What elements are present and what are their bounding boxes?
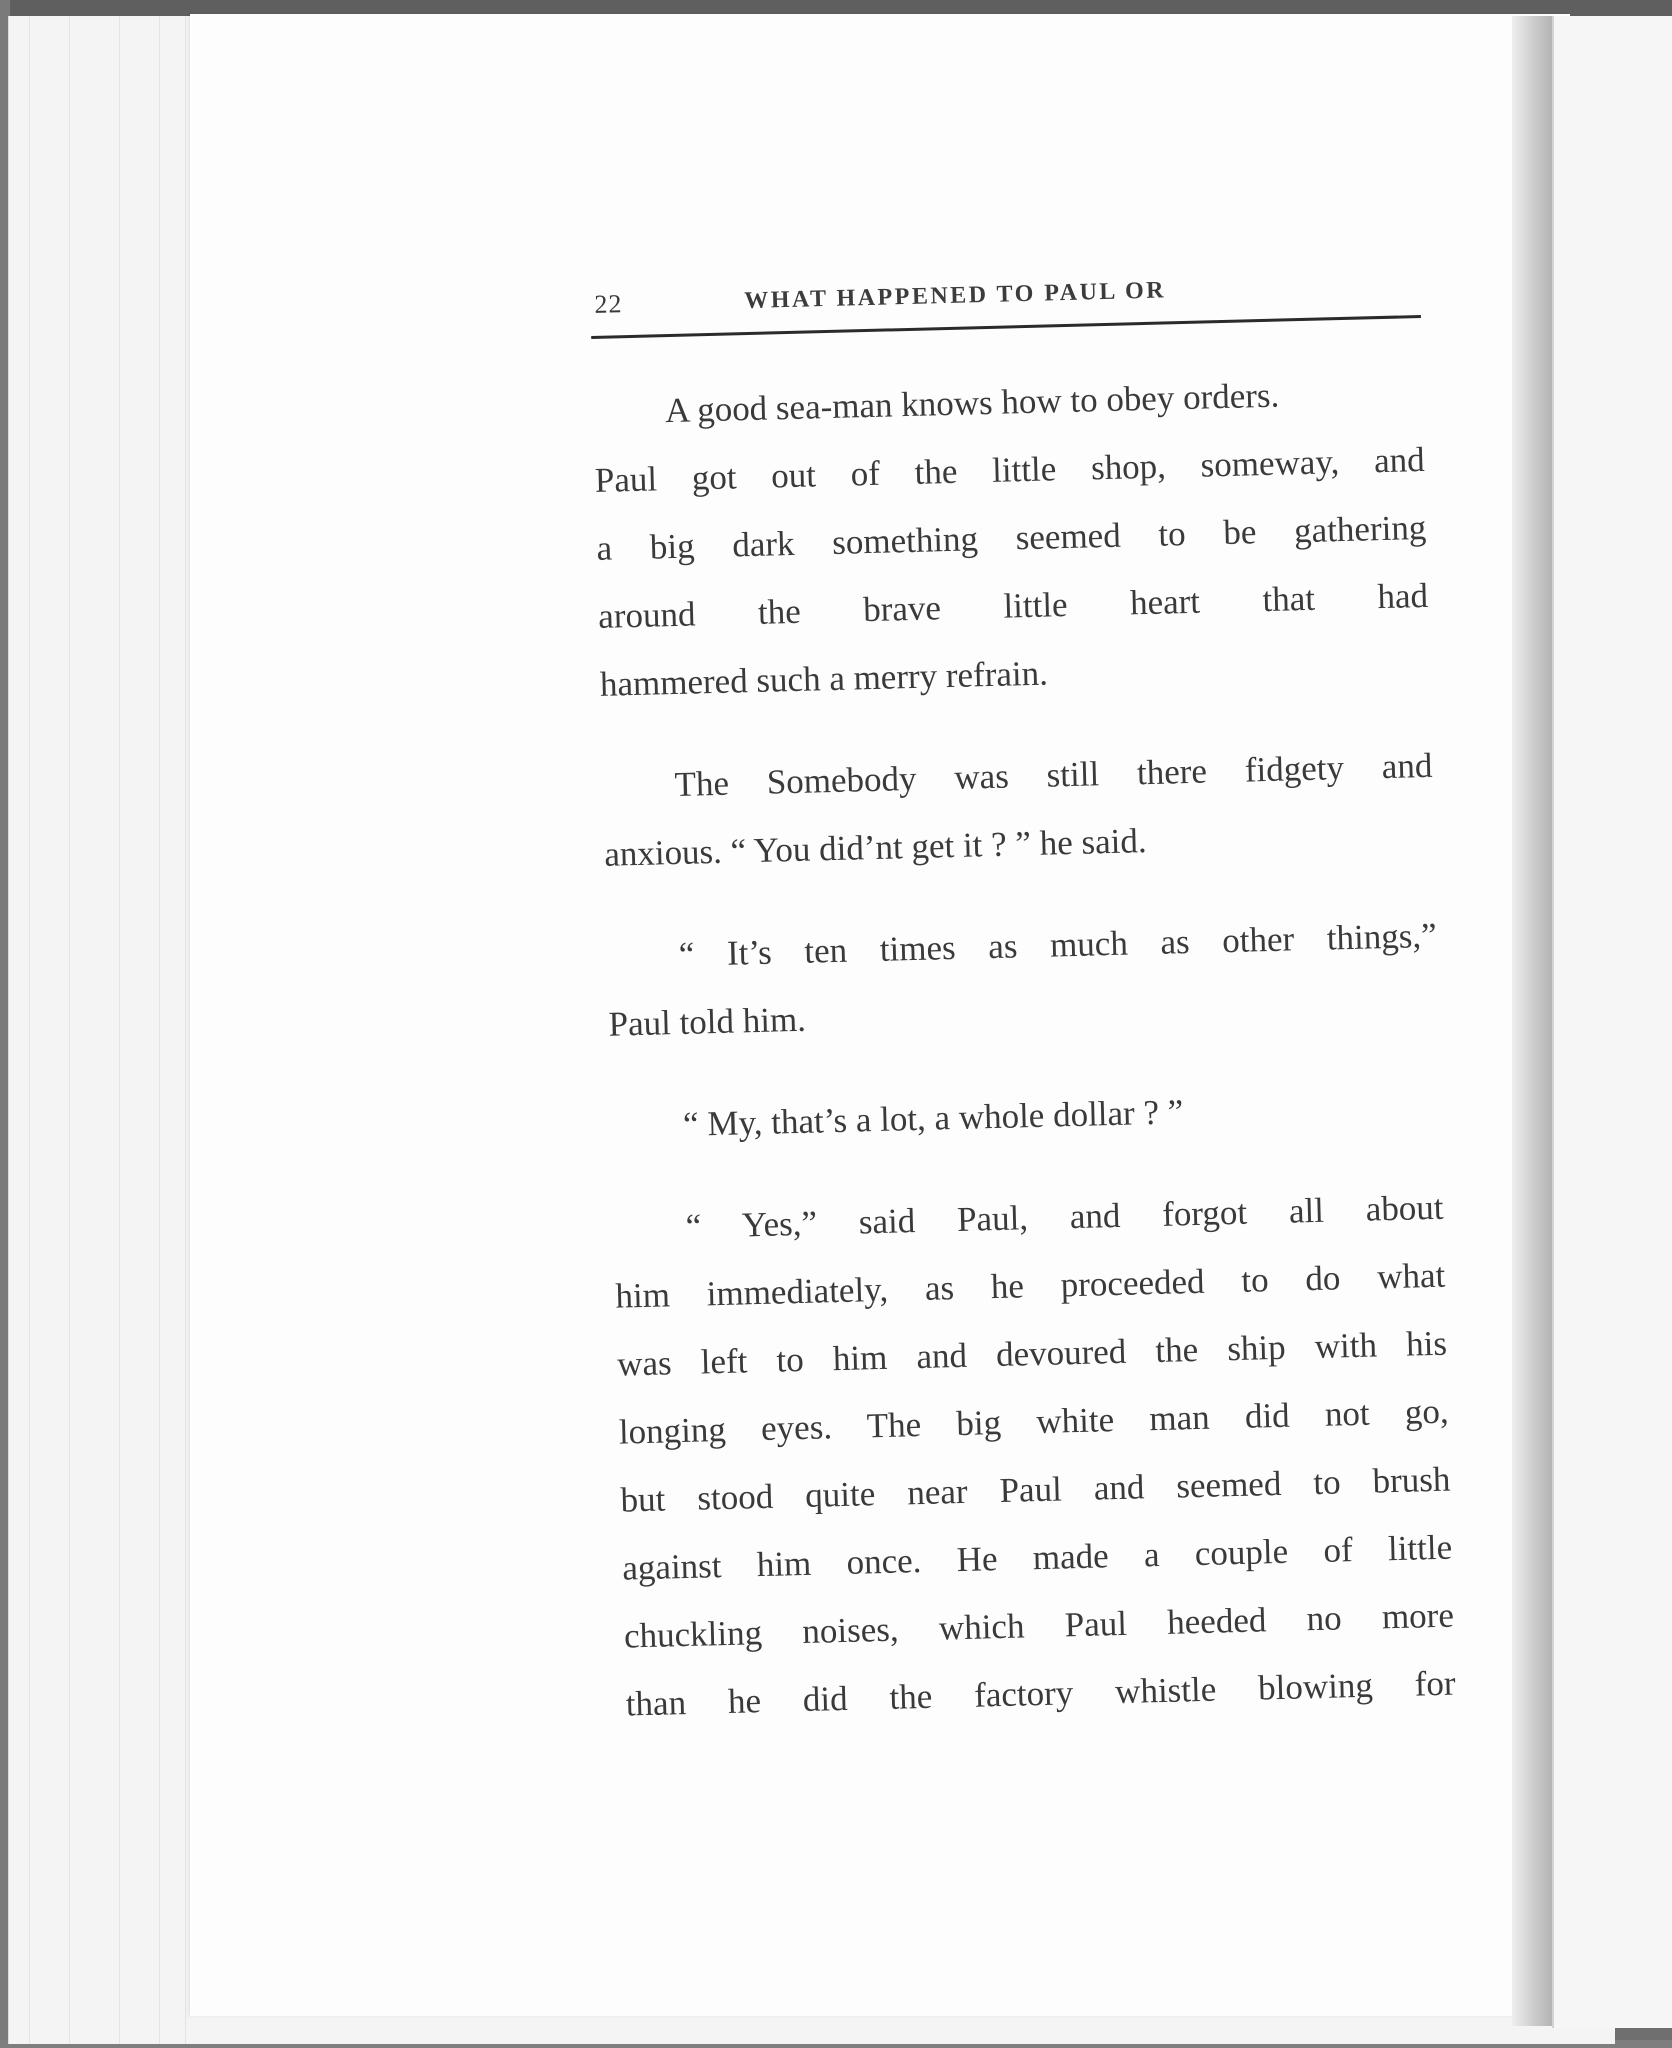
paragraph <box>613 1174 1456 1739</box>
paragraph <box>592 358 1430 719</box>
text-line: anxious. “ You did’nt get it ? ” he said. <box>603 821 1148 874</box>
paragraph <box>610 1072 1441 1161</box>
facing-page <box>1552 16 1672 2028</box>
spine-shadow <box>1512 16 1552 2026</box>
text-line: longing eyes. The big white man did not go, <box>618 1391 1450 1452</box>
text-line: “ It’s ten times as much as other things,” <box>678 915 1438 974</box>
text-line: Paul told him. <box>608 999 807 1044</box>
running-title: WHAT HAPPENED TO PAUL OR <box>744 277 1167 315</box>
page-text-block <box>590 269 1457 1773</box>
page-edge <box>159 16 160 2044</box>
text-line: around the brave little heart that had <box>597 575 1429 636</box>
paragraph <box>606 902 1439 1059</box>
text-line: him immediately, as he proceeded to do what <box>614 1255 1446 1316</box>
text-line: but stood quite near Paul and seemed to brush <box>620 1459 1451 1520</box>
text-line: “ My, that’s a lot, a whole dollar ? ” <box>682 1092 1184 1144</box>
text-line: A good sea-man knows how to obey orders. <box>664 375 1280 431</box>
text-line: than he did the factory whistle blowing for <box>625 1663 1457 1724</box>
page-number: 22 <box>593 289 623 319</box>
text-line: “ Yes,” said Paul, and forgot all about <box>685 1187 1444 1246</box>
text-line: Paul got out of the little shop, someway, and <box>594 439 1426 500</box>
page-edge <box>29 16 30 2044</box>
paragraph <box>602 732 1435 889</box>
text-line: The Somebody was still there fidgety and <box>674 745 1433 805</box>
page-edge <box>119 16 120 2044</box>
page-edge <box>69 16 70 2044</box>
text-line: hammered such a merry refrain. <box>599 653 1049 704</box>
page-edge <box>185 16 186 2044</box>
text-line: chuckling noises, which Paul heeded no more <box>623 1595 1455 1656</box>
text-line: a big dark something seemed to be gathering <box>596 507 1427 568</box>
text-line: was left to him and devoured the ship with his <box>616 1323 1448 1384</box>
text-line: against him once. He made a couple of little <box>621 1527 1453 1588</box>
